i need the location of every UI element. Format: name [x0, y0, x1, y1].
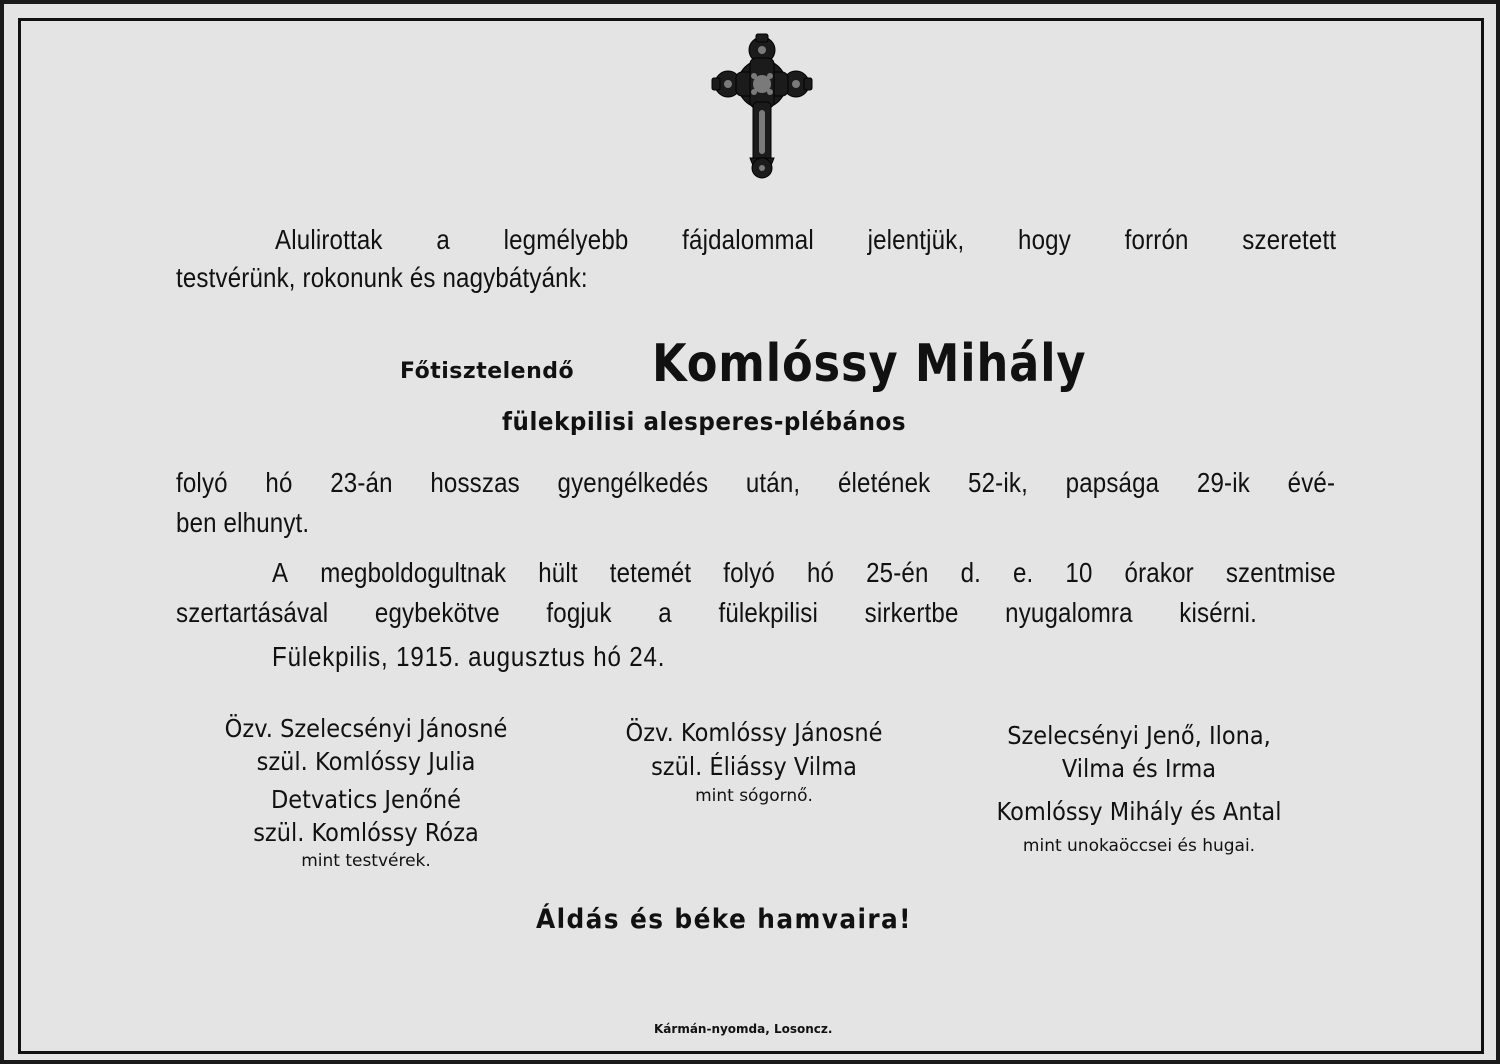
mourner-left-3: Detvatics Jenőné — [270, 785, 462, 814]
funeral-line-2: szertartásával egybekötve fogjuk a fülekpilisi sirkertbe nyugalomra kisérni. — [176, 597, 1257, 628]
death-line-2: ben elhunyt. — [176, 507, 310, 538]
deceased-title: fülekpilisi alesperes-plébános — [502, 407, 907, 436]
deceased-name: Komlóssy Mihály — [652, 334, 1087, 394]
mourner-left-relation: mint testvérek. — [301, 851, 431, 871]
mourner-middle-1: Özv. Komlóssy Jánosné — [625, 718, 883, 747]
mourner-middle-2: szül. Éliássy Vilma — [651, 752, 857, 781]
mourner-right-relation: mint unokaöccsei és hugai. — [1022, 836, 1256, 856]
mourner-right-1: Szelecsényi Jenő, Ilona, — [1007, 721, 1271, 750]
honorific: Főtisztelendő — [400, 359, 575, 384]
ornate-cross-icon — [710, 32, 814, 186]
mourner-left-4: szül. Komlóssy Róza — [253, 818, 479, 847]
place-date: Fülekpilis, 1915. augusztus hó 24. — [272, 641, 666, 672]
mourner-left-1: Özv. Szelecsényi Jánosné — [224, 714, 508, 743]
mourner-right-2: Vilma és Irma — [1061, 754, 1217, 783]
funeral-line-1: A megboldogultnak hült tetemét folyó hó 25-én d. e. 10 órakor szentmise — [272, 557, 1336, 588]
blessing: Áldás és béke hamvaira! — [536, 904, 912, 935]
intro-line-2: testvérünk, rokonunk és nagybátyánk: — [176, 262, 588, 293]
printer-imprint: Kármán-nyomda, Losoncz. — [654, 1022, 833, 1036]
intro-line-1: Alulirottak a legmélyebb fájdalommal jelentjük, hogy forrón szeretett — [275, 224, 1337, 255]
death-line-1: folyó hó 23-án hosszas gyengélkedés után, életének 52-ik, papsága 29-ik évé- — [176, 467, 1336, 498]
mourner-middle-relation: mint sógornő. — [695, 786, 813, 806]
mourner-left-2: szül. Komlóssy Julia — [256, 747, 476, 776]
mourner-right-3: Komlóssy Mihály és Antal — [996, 797, 1282, 826]
